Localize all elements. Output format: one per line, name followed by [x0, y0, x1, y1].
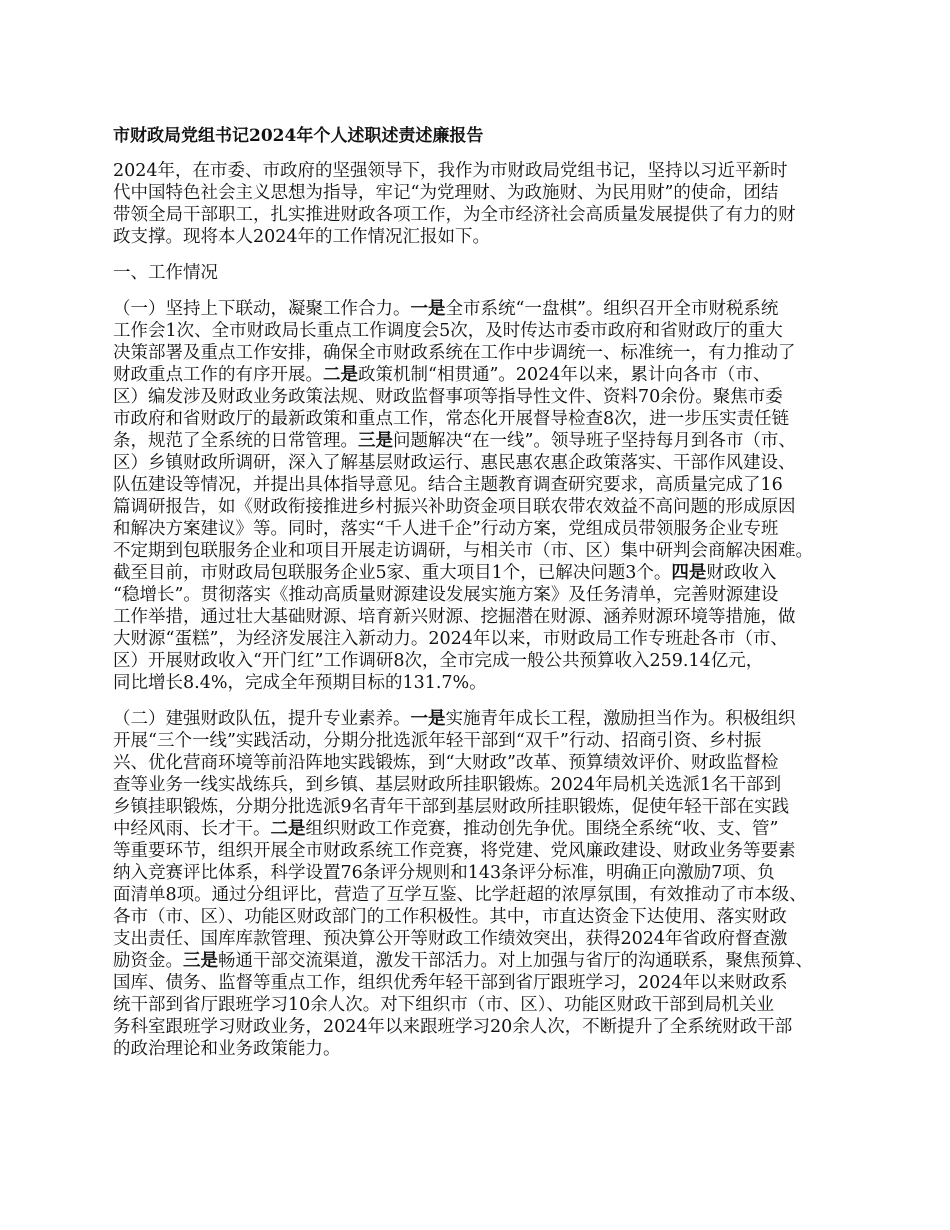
paragraph-unity-coordination [113, 298, 853, 694]
text-run: 代中国特色社会主义思想为指导，牢记“为党理财、为政施财、为民用财”的使命，团结 [113, 183, 779, 203]
text-line [113, 298, 853, 320]
text-run: 和解决方案建议》等。同时，落实“千人进千企”行动方案，党组成员带领服务企业专班 [113, 519, 779, 539]
text-run: 区）开展财政收入“开门红”工作调研8次，全市完成一般公共预算收入259.14亿元， [113, 651, 764, 671]
bold-emphasis: 二是 [270, 819, 306, 839]
text-run: 市政府和省财政厅的最新政策和重点工作，常态化开展督导检查8次，进一步压实责任链 [113, 409, 790, 429]
text-line [113, 994, 853, 1016]
text-line [113, 972, 853, 994]
document-page [113, 124, 853, 1074]
text-line [113, 474, 853, 496]
text-run: 不定期到包联服务企业和项目开展走访调研，与相关市（市、区）集中研判会商解决困难。 [113, 541, 813, 561]
text-line [113, 160, 853, 182]
text-line [113, 452, 853, 474]
text-run: 决策部署及重点工作安排，确保全市财政系统在工作中步调统一、标准统一，有力推动了 [113, 343, 796, 363]
text-line [113, 730, 853, 752]
text-line [113, 818, 853, 840]
text-run: 政支撑。现将本人2024年的工作情况汇报如下。 [113, 227, 491, 247]
text-run: 财政收入 [706, 563, 777, 583]
text-run: 励资金。 [113, 951, 183, 971]
text-run: 2024年，在市委、市政府的坚强领导下，我作为市财政局党组书记，坚持以习近平新时 [113, 161, 788, 181]
text-run: “稳增长”。贯彻落实《推动高质量财源建设发展实施方案》及任务清单，完善财源建设 [113, 585, 779, 605]
text-run: 队伍建设等情况，并提出具体指导意见。结合主题教育调查研究要求，高质量完成了16 [113, 475, 783, 495]
text-line [113, 752, 853, 774]
text-line [113, 628, 853, 650]
text-run: 组织财政工作竞赛，推动创先争优。围绕全系统“收、支、管” [305, 819, 779, 839]
text-run: 篇调研报告，如《财政衔接推进乡村振兴补助资金项目联农带农效益不高问题的形成原因 [113, 497, 796, 517]
text-run: 畅通干部交流渠道，激发干部活力。对上加强与省厅的沟通联系，聚焦预算、 [218, 951, 813, 971]
text-line [113, 708, 853, 730]
text-line [113, 1016, 853, 1038]
bold-emphasis: 一是 [410, 709, 446, 729]
text-run: 区）编发涉及财政业务政策法规、财政监督事项等指导性文件、资料70余份。聚焦市委 [113, 387, 783, 407]
text-line [113, 906, 853, 928]
text-run: （二）建强财政队伍，提升专业素养。 [113, 709, 411, 729]
text-run: 乡镇挂职锻炼，分期分批选派9名青年干部到基层财政所挂职锻炼，促使年轻干部在实践 [113, 797, 790, 817]
text-run: 工作举措，通过壮大基础财源、培育新兴财源、挖掘潜在财源、涵养财源环境等措施，做 [113, 607, 796, 627]
text-run: 工作会1次、全市财政局长重点工作调度会5次，及时传达市委市政府和省财政厅的重大 [113, 321, 783, 341]
text-line [113, 796, 853, 818]
text-line [113, 342, 853, 364]
text-line [113, 606, 853, 628]
section-heading-work-status: 一、工作情况 [113, 263, 218, 283]
text-run: 政策机制“相贯通”。2024年以来，累计向各市（市、 [358, 365, 771, 385]
text-line [113, 518, 853, 540]
text-line [113, 430, 853, 452]
text-run: 面清单8项。通过分组评比，营造了互学互鉴、比学赶超的浓厚氛围，有效推动了市本级、 [113, 885, 807, 905]
bold-emphasis: 一是 [410, 299, 446, 319]
text-line [113, 672, 853, 694]
bold-emphasis: 二是 [323, 365, 358, 385]
text-line [113, 496, 853, 518]
text-run: 等重要环节，组织开展全市财政系统工作竞赛，将党建、党风廉政建设、财政业务等要素 [113, 841, 796, 861]
text-run: 财政重点工作的有序开展。 [113, 365, 323, 385]
text-line [113, 862, 853, 884]
text-line [113, 928, 853, 950]
text-run: 各市（市、区）、功能区财政部门的工作积极性。其中，市直达资金下达使用、落实财政 [113, 907, 787, 927]
text-run: （一）坚持上下联动，凝聚工作合力。 [113, 299, 411, 319]
bold-emphasis: 四是 [671, 563, 707, 583]
text-line [113, 562, 853, 584]
text-run: 条，规范了全系统的日常管理。 [113, 431, 358, 451]
text-run: 统干部到省厅跟班学习10余人次。对下组织市（市、区）、功能区财政干部到局机关业 [113, 995, 775, 1015]
text-line [113, 386, 853, 408]
text-line [113, 950, 853, 972]
text-run: 的政治理论和业务政策能力。 [113, 1039, 341, 1059]
text-run: 大财源“蛋糕”，为经济发展注入新动力。2024年以来，市财政局工作专班赴各市（市、 [113, 629, 788, 649]
text-line [113, 320, 853, 342]
text-line [113, 584, 853, 606]
text-run: 全市系统“一盘棋”。组织召开全市财税系统 [445, 299, 779, 319]
text-run: 务科室跟班学习财政业务，2024年以来跟班学习20余人次，不断提升了全系统财政干部 [113, 1017, 793, 1037]
text-line [113, 540, 853, 562]
text-line [113, 650, 853, 672]
text-run: 纳入竞赛评比体系，科学设置76条评分规则和143条评分标准，明确正向激励7项、负 [113, 863, 775, 883]
text-run: 中经风雨、长才干。 [113, 819, 271, 839]
paragraph-team-building [113, 708, 853, 1060]
text-run: 区）乡镇财政所调研，深入了解基层财政运行、惠民惠农惠企政策落实、干部作风建设、 [113, 453, 796, 473]
text-run: 开展“三个一线”实践活动，分期分批选派年轻干部到“双千”行动、招商引资、乡村振 [113, 731, 762, 751]
text-run: 兴、优化营商环境等前沿阵地实践锻炼，到“大财政”改革、预算绩效评价、财政监督检 [113, 753, 779, 773]
text-run: 同比增长8.4%，完成全年预期目标的131.7%。 [113, 673, 487, 693]
document-title: 市财政局党组书记2024年个人述职述责述廉报告 [113, 126, 484, 146]
text-line [113, 840, 853, 862]
text-line [113, 774, 853, 796]
text-line [113, 182, 853, 204]
text-run: 问题解决“在一线”。领导班子坚持每月到各市（市、 [393, 431, 796, 451]
intro-paragraph [113, 160, 853, 248]
text-line [113, 884, 853, 906]
text-line [113, 226, 853, 248]
text-run: 带领全局干部职工，扎实推进财政各项工作，为全市经济社会高质量发展提供了有力的财 [113, 205, 796, 225]
text-run: 截至目前，市财政局包联服务企业5家、重大项目1个，已解决问题3个。 [113, 563, 672, 583]
text-line [113, 204, 853, 226]
text-run: 支出责任、国库库款管理、预决算公开等财政工作绩效突出，获得2024年省政府督查激 [113, 929, 788, 949]
text-run: 查等业务一线实战练兵，到乡镇、基层财政所挂职锻炼。2024年局机关选派1名干部到 [113, 775, 782, 795]
text-line [113, 364, 853, 386]
bold-emphasis: 三是 [183, 951, 218, 971]
bold-emphasis: 三是 [358, 431, 393, 451]
text-line [113, 1038, 853, 1060]
text-line [113, 408, 853, 430]
text-run: 国库、债务、监督等重点工作，组织优秀年轻干部到省厅跟班学习，2024年以来财政系 [113, 973, 788, 993]
text-run: 实施青年成长工程，激励担当作为。积极组织 [445, 709, 796, 729]
